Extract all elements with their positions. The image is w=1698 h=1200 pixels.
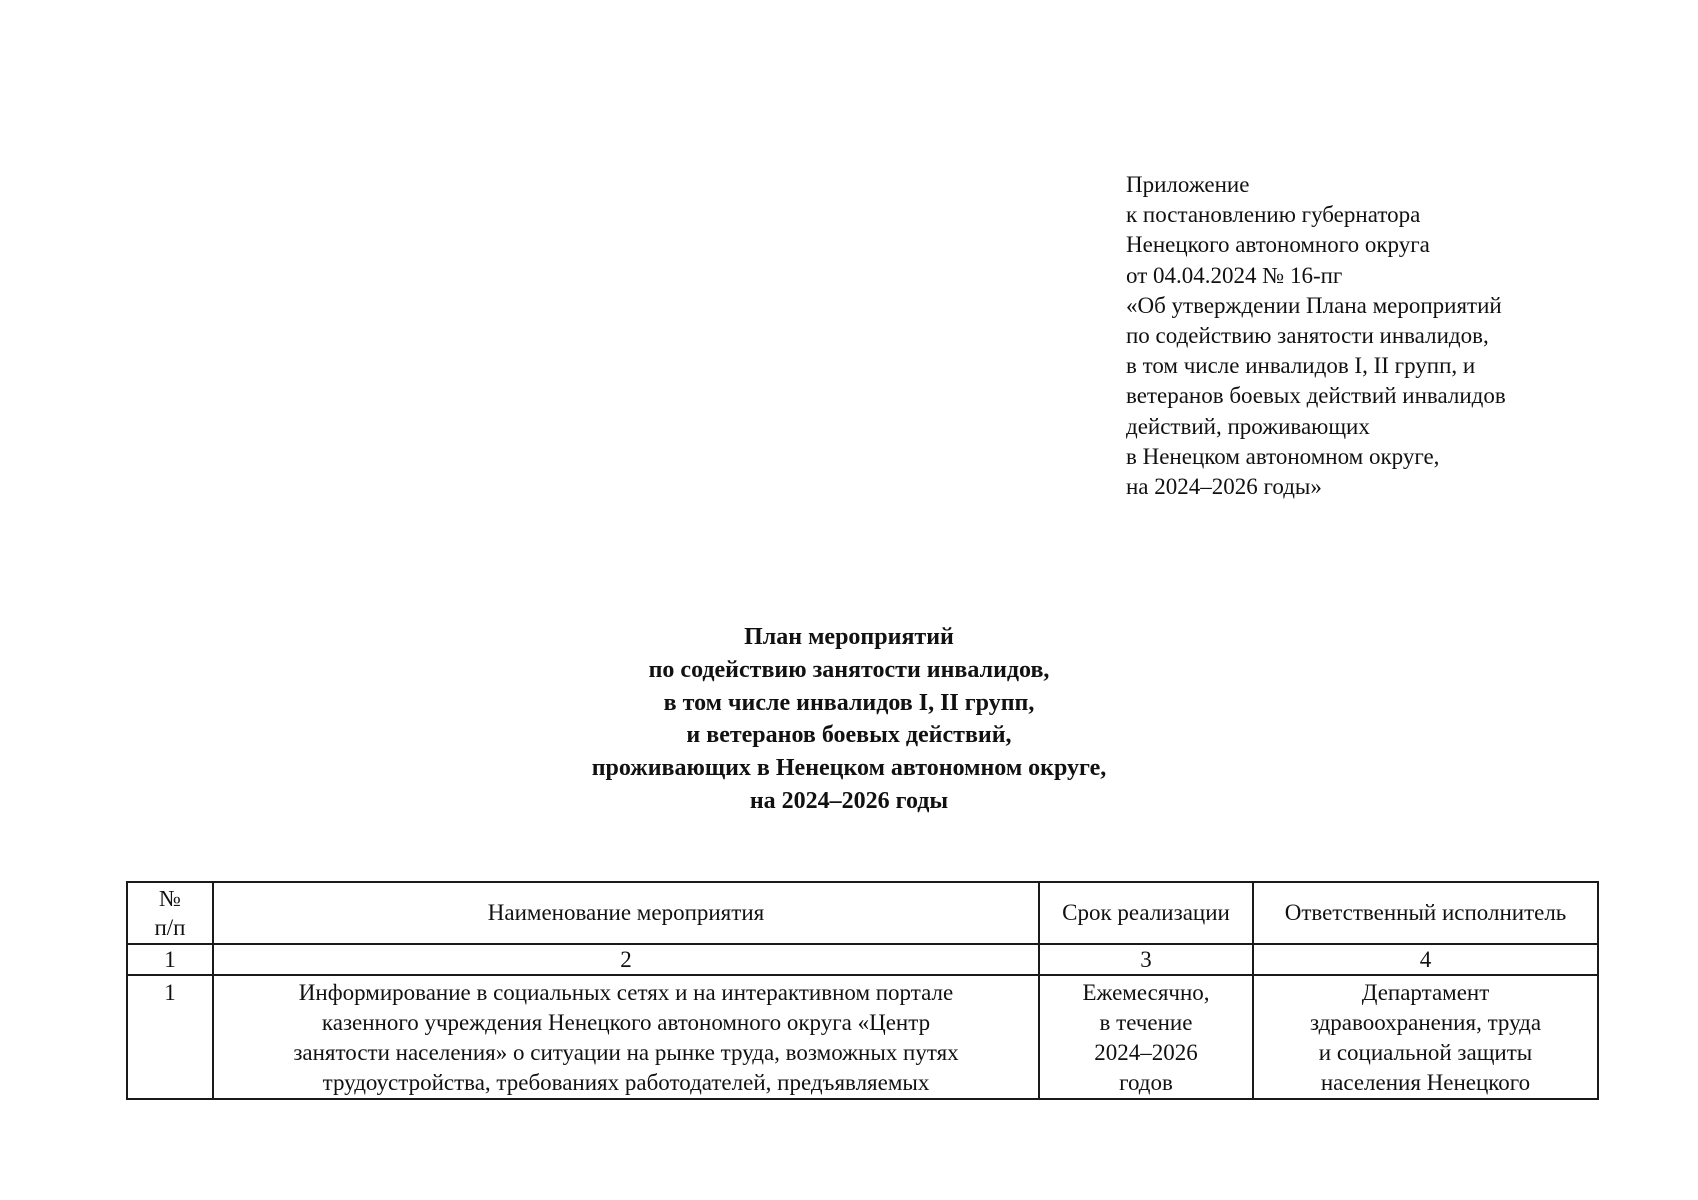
appendix-line: Ненецкого автономного округа [1126,232,1430,258]
title-line: План мероприятий [744,624,954,650]
title-line: по содействию занятости инвалидов, [648,656,1050,683]
activity-name-cell [213,975,1039,1099]
responsible-cell [1253,975,1598,1099]
activity-name-line: казенного учреждения Ненецкого автономного округа «Центр [321,1010,931,1035]
column-number: 2 [213,944,1039,975]
term-line: 2024–2026 [1094,1040,1198,1065]
title-line: проживающих в Ненецком автономном округе, [591,755,1107,782]
row-number: 1 [127,975,213,1099]
header-number [127,882,213,944]
appendix-line: в том числе инвалидов I, II групп, и [1126,353,1476,379]
column-number: 4 [1253,944,1598,975]
appendix-line: на 2024–2026 годы» [1126,474,1322,500]
appendix-block [1126,170,1506,502]
column-number-row [127,944,1598,975]
appendix-line: по содействию занятости инвалидов, [1126,323,1489,349]
header-term: Срок реализации [1039,882,1253,944]
appendix-line: ветеранов боевых действий инвалидов [1126,383,1506,409]
table-header-row [127,882,1598,944]
responsible-line: здравоохранения, труда [1309,1010,1542,1035]
term-line: Ежемесячно, [1082,980,1210,1005]
header-activity-name: Наименование мероприятия [213,882,1039,944]
appendix-line: в Ненецком автономном округе, [1126,443,1440,469]
responsible-line: Департамент [1361,980,1490,1005]
appendix-line: Приложение [1126,172,1250,197]
term-cell [1039,975,1253,1099]
appendix-line: к постановлению губернатора [1126,202,1421,228]
title-line: на 2024–2026 годы [749,787,949,814]
column-number: 1 [127,944,213,975]
responsible-line: населения Ненецкого [1320,1070,1531,1095]
title-line: и ветеранов боевых действий, [686,722,1012,749]
header-responsible: Ответственный исполнитель [1253,882,1598,944]
appendix-line: действий, проживающих [1126,413,1370,439]
table-row [127,975,1598,1099]
header-number-abbr: п/п [154,915,186,940]
title-line: в том числе инвалидов I, II групп, [663,689,1035,716]
term-line: в течение [1099,1010,1193,1035]
activity-name-line: занятости населения» о ситуации на рынке труда, возможных путях [293,1040,959,1065]
appendix-line: от 04.04.2024 № 16-пг [1126,262,1343,288]
term-line: годов [1119,1070,1173,1095]
appendix-line: «Об утверждении Плана мероприятий [1126,292,1502,318]
responsible-line: и социальной защиты [1318,1040,1533,1065]
header-number-symbol: № [159,886,181,911]
column-number: 3 [1039,944,1253,975]
activity-name-line: Информирование в социальных сетях и на интерактивном портале [298,980,954,1005]
activity-name-line: трудоустройства, требованиях работодателей, предъявляемых [322,1070,930,1095]
document-title [0,621,1698,818]
activities-table [126,881,1599,1100]
